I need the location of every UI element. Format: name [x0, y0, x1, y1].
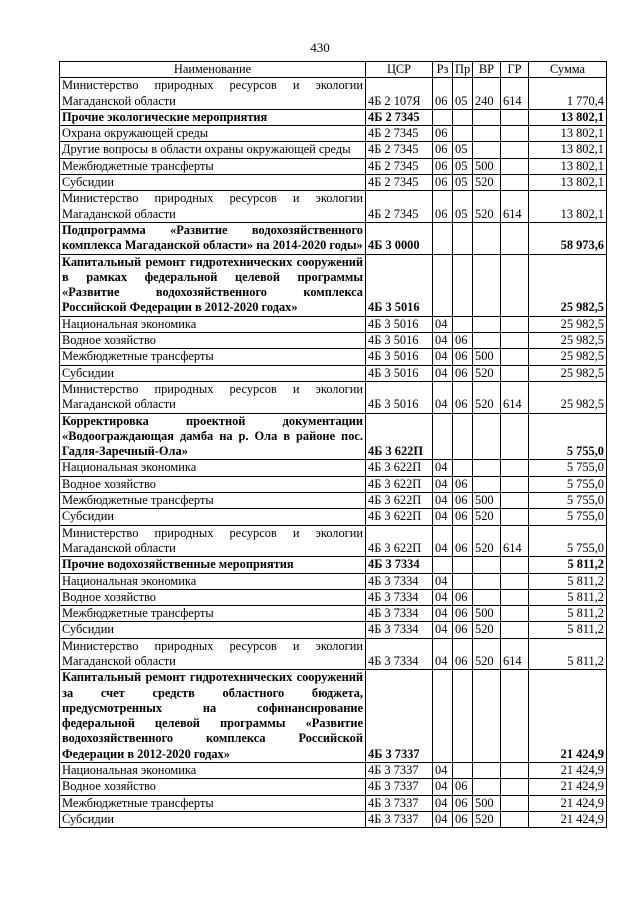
- row-name: Другие вопросы в области охраны окружающей среды: [60, 142, 366, 158]
- row-rz: 04: [433, 638, 453, 670]
- row-name: Капитальный ремонт гидротехнических сооружений в рамках федеральной целевой программы «Развитие водохозяйственного комплекса Российской Федерации в 2012-2020 годах»: [60, 254, 366, 316]
- row-pr: [453, 763, 473, 779]
- row-name: Министерство природных ресурсов и экологии Магаданской области: [60, 191, 366, 223]
- row-rz: 04: [433, 795, 453, 811]
- row-sum: 1 770,4: [529, 78, 607, 110]
- row-gr: [501, 413, 529, 460]
- row-rz: [433, 222, 453, 254]
- table-row: [60, 525, 607, 557]
- row-sum: 5 811,2: [529, 573, 607, 589]
- row-sum: 5 755,0: [529, 413, 607, 460]
- row-csr: 4Б 3 7337: [366, 779, 433, 795]
- row-rz: 04: [433, 316, 453, 332]
- row-pr: 05: [453, 142, 473, 158]
- table-row: [60, 460, 607, 476]
- row-csr: 4Б 2 7345: [366, 158, 433, 174]
- row-rz: 04: [433, 606, 453, 622]
- row-name: Национальная экономика: [60, 316, 366, 332]
- row-csr: 4Б 3 7334: [366, 638, 433, 670]
- row-rz: 04: [433, 381, 453, 413]
- row-gr: [501, 557, 529, 573]
- table-row: [60, 175, 607, 191]
- row-rz: 06: [433, 78, 453, 110]
- row-pr: 06: [453, 606, 473, 622]
- row-csr: 4Б 3 7337: [366, 811, 433, 827]
- row-sum: 5 811,2: [529, 557, 607, 573]
- row-sum: 5 755,0: [529, 460, 607, 476]
- table-row: [60, 316, 607, 332]
- row-rz: [433, 557, 453, 573]
- table-row: [60, 142, 607, 158]
- row-csr: 4Б 3 622П: [366, 493, 433, 509]
- row-vr: 520: [473, 191, 501, 223]
- row-rz: 06: [433, 191, 453, 223]
- row-gr: [501, 365, 529, 381]
- row-gr: 614: [501, 525, 529, 557]
- row-gr: [501, 460, 529, 476]
- budget-table: [59, 61, 607, 828]
- row-pr: [453, 557, 473, 573]
- row-gr: [501, 670, 529, 763]
- row-gr: 614: [501, 78, 529, 110]
- row-csr: 4Б 3 5016: [366, 316, 433, 332]
- row-gr: [501, 333, 529, 349]
- row-pr: 05: [453, 191, 473, 223]
- row-sum: 13 802,1: [529, 191, 607, 223]
- row-gr: [501, 811, 529, 827]
- row-vr: 520: [473, 175, 501, 191]
- row-csr: 4Б 3 622П: [366, 525, 433, 557]
- page-number: 430: [310, 40, 330, 55]
- row-sum: 5 811,2: [529, 638, 607, 670]
- row-pr: 06: [453, 638, 473, 670]
- row-sum: 21 424,9: [529, 811, 607, 827]
- row-pr: 06: [453, 509, 473, 525]
- row-csr: 4Б 2 7345: [366, 142, 433, 158]
- row-vr: [473, 476, 501, 492]
- row-vr: 520: [473, 638, 501, 670]
- row-gr: [501, 622, 529, 638]
- row-vr: [473, 333, 501, 349]
- row-pr: 06: [453, 525, 473, 557]
- row-vr: [473, 126, 501, 142]
- row-rz: 04: [433, 509, 453, 525]
- row-vr: 240: [473, 78, 501, 110]
- header-pr: Пр: [453, 62, 473, 78]
- table-row: [60, 349, 607, 365]
- row-sum: 58 973,6: [529, 222, 607, 254]
- row-pr: 05: [453, 158, 473, 174]
- row-vr: 500: [473, 349, 501, 365]
- row-sum: 13 802,1: [529, 109, 607, 125]
- row-rz: 06: [433, 158, 453, 174]
- row-csr: 4Б 3 7334: [366, 557, 433, 573]
- row-rz: 04: [433, 763, 453, 779]
- row-pr: [453, 222, 473, 254]
- table-row: [60, 589, 607, 605]
- row-rz: 04: [433, 589, 453, 605]
- row-csr: 4Б 2 7345: [366, 175, 433, 191]
- row-gr: [501, 493, 529, 509]
- row-name: Министерство природных ресурсов и экологии Магаданской области: [60, 78, 366, 110]
- table-row: [60, 413, 607, 460]
- row-pr: [453, 670, 473, 763]
- table-row: [60, 670, 607, 763]
- table-row: [60, 191, 607, 223]
- row-name: Министерство природных ресурсов и экологии Магаданской области: [60, 638, 366, 670]
- row-csr: 4Б 3 5016: [366, 381, 433, 413]
- row-pr: [453, 573, 473, 589]
- table-row: [60, 254, 607, 316]
- row-vr: 520: [473, 509, 501, 525]
- row-pr: [453, 126, 473, 142]
- row-vr: [473, 413, 501, 460]
- row-gr: [501, 589, 529, 605]
- row-rz: 06: [433, 126, 453, 142]
- row-gr: [501, 126, 529, 142]
- row-gr: 614: [501, 638, 529, 670]
- row-vr: [473, 557, 501, 573]
- row-csr: 4Б 3 5016: [366, 349, 433, 365]
- row-rz: 04: [433, 811, 453, 827]
- row-pr: [453, 460, 473, 476]
- row-pr: 06: [453, 589, 473, 605]
- row-vr: [473, 222, 501, 254]
- row-gr: 614: [501, 381, 529, 413]
- row-csr: 4Б 3 5016: [366, 365, 433, 381]
- row-gr: [501, 779, 529, 795]
- row-name: Капитальный ремонт гидротехнических сооружений за счет средств областного бюджета, предусмотренных на софинансирование федеральной целевой программы «Развитие водохозяйственного комплекса Российской Федерации в 2012-2020 годах»: [60, 670, 366, 763]
- row-name: Подпрограмма «Развитие водохозяйственного комплекса Магаданской области» на 2014-2020 годы»: [60, 222, 366, 254]
- row-csr: 4Б 3 5016: [366, 333, 433, 349]
- row-vr: [473, 779, 501, 795]
- row-sum: 5 755,0: [529, 476, 607, 492]
- row-sum: 25 982,5: [529, 381, 607, 413]
- row-rz: 04: [433, 493, 453, 509]
- row-name: Охрана окружающей среды: [60, 126, 366, 142]
- row-pr: 06: [453, 795, 473, 811]
- table-row: [60, 763, 607, 779]
- table-row: [60, 493, 607, 509]
- row-vr: [473, 109, 501, 125]
- row-sum: 5 811,2: [529, 622, 607, 638]
- row-csr: 4Б 3 7334: [366, 622, 433, 638]
- row-vr: [473, 254, 501, 316]
- row-csr: 4Б 3 622П: [366, 509, 433, 525]
- row-rz: 04: [433, 333, 453, 349]
- header-rz: Рз: [433, 62, 453, 78]
- row-vr: 500: [473, 606, 501, 622]
- row-csr: 4Б 3 7334: [366, 573, 433, 589]
- row-gr: [501, 316, 529, 332]
- table-row: [60, 573, 607, 589]
- header-gr: ГР: [501, 62, 529, 78]
- row-name: Субсидии: [60, 622, 366, 638]
- row-pr: 06: [453, 333, 473, 349]
- row-rz: [433, 109, 453, 125]
- row-vr: 520: [473, 381, 501, 413]
- row-pr: 06: [453, 493, 473, 509]
- row-rz: 04: [433, 476, 453, 492]
- row-sum: 13 802,1: [529, 158, 607, 174]
- row-rz: 04: [433, 573, 453, 589]
- row-pr: 06: [453, 476, 473, 492]
- table-header-row: [60, 62, 607, 78]
- row-pr: 05: [453, 175, 473, 191]
- row-sum: 5 755,0: [529, 525, 607, 557]
- row-gr: [501, 606, 529, 622]
- table-row: [60, 333, 607, 349]
- row-rz: 04: [433, 525, 453, 557]
- row-gr: [501, 476, 529, 492]
- row-name: Прочие водохозяйственные мероприятия: [60, 557, 366, 573]
- header-name: Наименование: [60, 62, 366, 78]
- table-row: [60, 509, 607, 525]
- row-csr: 4Б 3 7337: [366, 795, 433, 811]
- row-name: Водное хозяйство: [60, 333, 366, 349]
- row-sum: 5 811,2: [529, 606, 607, 622]
- row-csr: 4Б 3 7337: [366, 763, 433, 779]
- row-name: Министерство природных ресурсов и экологии Магаданской области: [60, 381, 366, 413]
- row-pr: 06: [453, 622, 473, 638]
- row-gr: 614: [501, 191, 529, 223]
- row-rz: 06: [433, 175, 453, 191]
- table-row: [60, 795, 607, 811]
- row-sum: 13 802,1: [529, 175, 607, 191]
- row-name: Межбюджетные трансферты: [60, 795, 366, 811]
- row-name: Субсидии: [60, 509, 366, 525]
- row-name: Министерство природных ресурсов и экологии Магаданской области: [60, 525, 366, 557]
- row-rz: [433, 254, 453, 316]
- table-row: [60, 476, 607, 492]
- row-rz: 06: [433, 142, 453, 158]
- header-sum: Сумма: [529, 62, 607, 78]
- row-sum: 25 982,5: [529, 316, 607, 332]
- row-vr: [473, 142, 501, 158]
- row-name: Субсидии: [60, 175, 366, 191]
- row-gr: [501, 795, 529, 811]
- row-csr: 4Б 3 622П: [366, 413, 433, 460]
- table-row: [60, 811, 607, 827]
- row-rz: 04: [433, 460, 453, 476]
- table-row: [60, 779, 607, 795]
- row-name: Водное хозяйство: [60, 476, 366, 492]
- row-vr: 520: [473, 622, 501, 638]
- row-sum: 25 982,5: [529, 333, 607, 349]
- row-csr: 4Б 2 7345: [366, 126, 433, 142]
- row-pr: 06: [453, 365, 473, 381]
- row-gr: [501, 109, 529, 125]
- row-name: Межбюджетные трансферты: [60, 158, 366, 174]
- row-gr: [501, 142, 529, 158]
- row-csr: 4Б 2 7345: [366, 191, 433, 223]
- row-name: Корректировка проектной документации «Водоограждающая дамба на р. Ола в районе пос. Гадля-Заречный-Ола»: [60, 413, 366, 460]
- row-sum: 13 802,1: [529, 142, 607, 158]
- row-vr: [473, 460, 501, 476]
- table-row: [60, 78, 607, 110]
- row-sum: 25 982,5: [529, 254, 607, 316]
- row-pr: [453, 254, 473, 316]
- row-name: Водное хозяйство: [60, 589, 366, 605]
- table-row: [60, 158, 607, 174]
- row-sum: 5 811,2: [529, 589, 607, 605]
- row-csr: 4Б 3 622П: [366, 460, 433, 476]
- row-vr: [473, 670, 501, 763]
- row-pr: [453, 109, 473, 125]
- row-pr: 06: [453, 811, 473, 827]
- row-sum: 21 424,9: [529, 670, 607, 763]
- row-csr: 4Б 3 5016: [366, 254, 433, 316]
- row-gr: [501, 158, 529, 174]
- table-row: [60, 622, 607, 638]
- table-row: [60, 606, 607, 622]
- row-sum: 21 424,9: [529, 779, 607, 795]
- row-rz: 04: [433, 349, 453, 365]
- row-csr: 4Б 3 7337: [366, 670, 433, 763]
- row-vr: 520: [473, 525, 501, 557]
- row-name: Национальная экономика: [60, 763, 366, 779]
- row-rz: 04: [433, 365, 453, 381]
- row-gr: [501, 763, 529, 779]
- row-vr: 500: [473, 795, 501, 811]
- row-sum: 25 982,5: [529, 349, 607, 365]
- row-name: Межбюджетные трансферты: [60, 493, 366, 509]
- row-pr: 06: [453, 349, 473, 365]
- row-pr: 06: [453, 779, 473, 795]
- row-name: Водное хозяйство: [60, 779, 366, 795]
- row-vr: 520: [473, 365, 501, 381]
- row-name: Национальная экономика: [60, 573, 366, 589]
- row-vr: [473, 316, 501, 332]
- row-pr: [453, 413, 473, 460]
- table-row: [60, 365, 607, 381]
- table-row: [60, 126, 607, 142]
- row-csr: 4Б 2 7345: [366, 109, 433, 125]
- row-gr: [501, 573, 529, 589]
- row-pr: 05: [453, 78, 473, 110]
- row-gr: [501, 222, 529, 254]
- row-vr: [473, 573, 501, 589]
- row-name: Межбюджетные трансферты: [60, 349, 366, 365]
- row-csr: 4Б 2 107Я: [366, 78, 433, 110]
- header-csr: ЦСР: [366, 62, 433, 78]
- row-vr: [473, 589, 501, 605]
- row-sum: 13 802,1: [529, 126, 607, 142]
- row-gr: [501, 349, 529, 365]
- row-sum: 25 982,5: [529, 365, 607, 381]
- table-row: [60, 557, 607, 573]
- table-row: [60, 109, 607, 125]
- row-sum: 5 755,0: [529, 493, 607, 509]
- row-rz: [433, 670, 453, 763]
- table-row: [60, 222, 607, 254]
- row-sum: 21 424,9: [529, 763, 607, 779]
- row-csr: 4Б 3 7334: [366, 606, 433, 622]
- row-vr: 500: [473, 493, 501, 509]
- row-csr: 4Б 3 0000: [366, 222, 433, 254]
- row-gr: [501, 254, 529, 316]
- row-pr: [453, 316, 473, 332]
- table-body: [60, 78, 607, 828]
- row-vr: 520: [473, 811, 501, 827]
- row-csr: 4Б 3 622П: [366, 476, 433, 492]
- row-csr: 4Б 3 7334: [366, 589, 433, 605]
- row-rz: 04: [433, 779, 453, 795]
- row-name: Субсидии: [60, 811, 366, 827]
- row-sum: 21 424,9: [529, 795, 607, 811]
- row-sum: 5 755,0: [529, 509, 607, 525]
- row-name: Прочие экологические мероприятия: [60, 109, 366, 125]
- table-row: [60, 638, 607, 670]
- table-row: [60, 381, 607, 413]
- row-pr: 06: [453, 381, 473, 413]
- row-rz: 04: [433, 622, 453, 638]
- row-gr: [501, 175, 529, 191]
- row-name: Межбюджетные трансферты: [60, 606, 366, 622]
- row-vr: [473, 763, 501, 779]
- header-vr: ВР: [473, 62, 501, 78]
- row-name: Субсидии: [60, 365, 366, 381]
- row-name: Национальная экономика: [60, 460, 366, 476]
- row-rz: [433, 413, 453, 460]
- row-gr: [501, 509, 529, 525]
- row-vr: 500: [473, 158, 501, 174]
